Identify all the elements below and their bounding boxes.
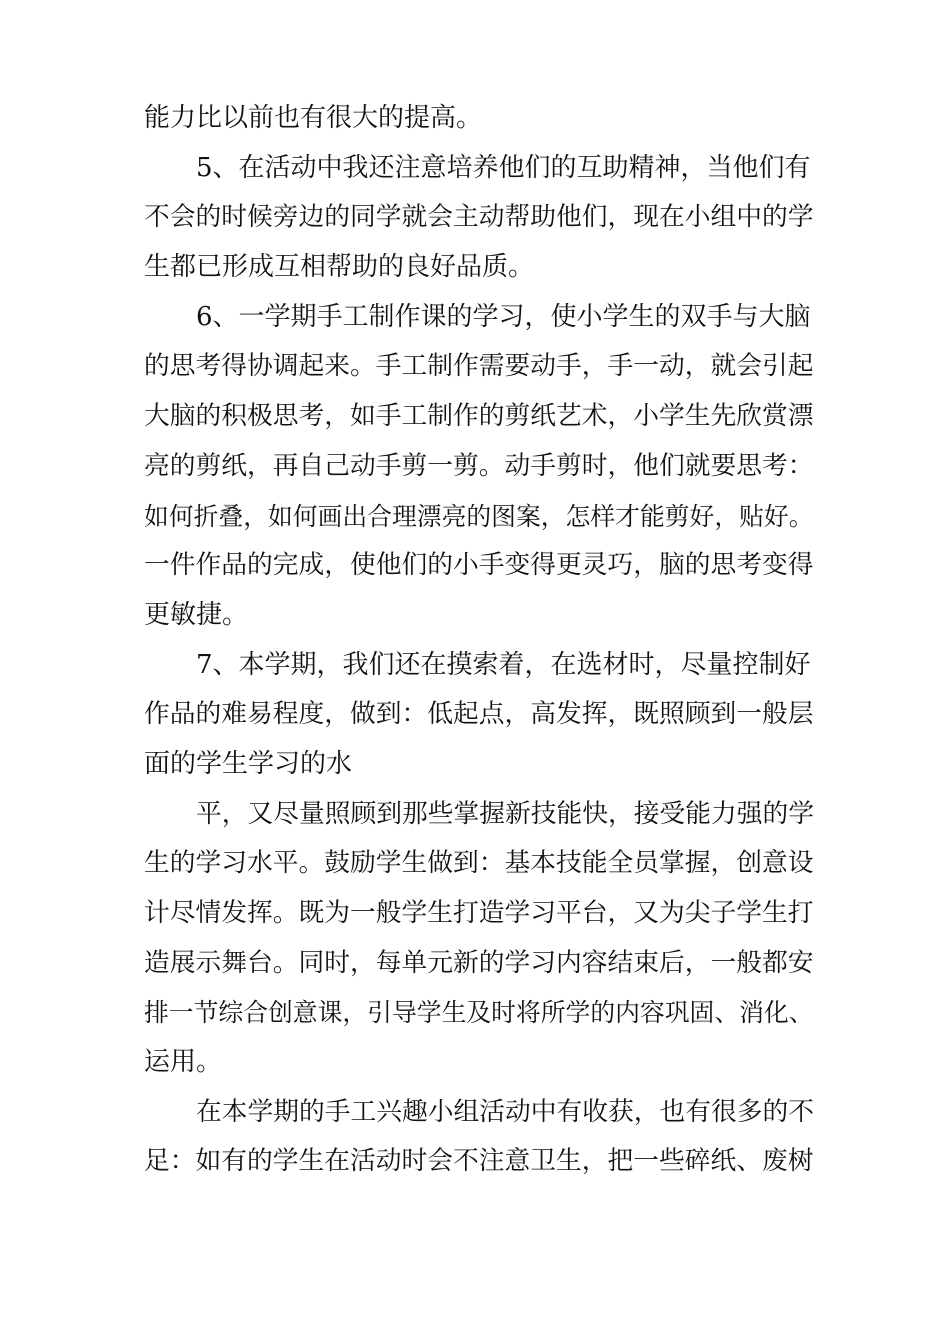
document-body	[144, 94, 814, 1187]
text-line: 运用。	[144, 1047, 223, 1078]
text-line: 能力比以前也有很大的提高。	[144, 103, 483, 133]
text-line: 如何折叠，如何画出合理漂亮的图案，怎样才能剪好，贴好。	[144, 501, 814, 531]
text-line: 生的学习水平。鼓励学生做到：基本技能全员掌握，创意设	[144, 848, 814, 879]
text-line: 亮的剪纸，再自己动手剪一剪。动手剪时，他们就要思考：	[144, 450, 814, 481]
text-line: 平，又尽量照顾到那些掌握新技能快，接受能力强的学	[196, 798, 814, 829]
text-line: 7、本学期，我们还在摸索着，在选材时，尽量控制好	[196, 649, 811, 680]
text-line: 足：如有的学生在活动时会不注意卫生，把一些碎纸、废树	[144, 1146, 814, 1177]
text-line: 大脑的积极思考，如手工制作的剪纸艺术，小学生先欣赏漂	[144, 401, 814, 432]
text-line: 更敏捷。	[144, 599, 249, 630]
text-line: 不会的时候旁边的同学就会主动帮助他们，现在小组中的学	[144, 202, 814, 233]
text-line: 5、在活动中我还注意培养他们的互助精神，当他们有	[196, 152, 811, 183]
text-line: 6、一学期手工制作课的学习，使小学生的双手与大脑	[196, 301, 811, 332]
text-line: 作品的难易程度，做到：低起点，高发挥，既照顾到一般层	[144, 699, 814, 730]
text-line: 面的学生学习的水	[144, 748, 353, 779]
text-line: 排一节综合创意课，引导学生及时将所学的内容巩固、消化、	[144, 998, 814, 1028]
text-line: 的思考得协调起来。手工制作需要动手，手一动，就会引起	[144, 351, 814, 382]
text-line: 在本学期的手工兴趣小组活动中有收获，也有很多的不	[196, 1096, 814, 1127]
text-line: 一件作品的完成，使他们的小手变得更灵巧，脑的思考变得	[144, 550, 814, 581]
text-line: 造展示舞台。同时，每单元新的学习内容结束后，一般都安	[144, 947, 814, 978]
text-line: 生都已形成互相帮助的良好品质。	[144, 252, 535, 283]
text-line: 计尽情发挥。既为一般学生打造学习平台，又为尖子学生打	[144, 898, 814, 928]
